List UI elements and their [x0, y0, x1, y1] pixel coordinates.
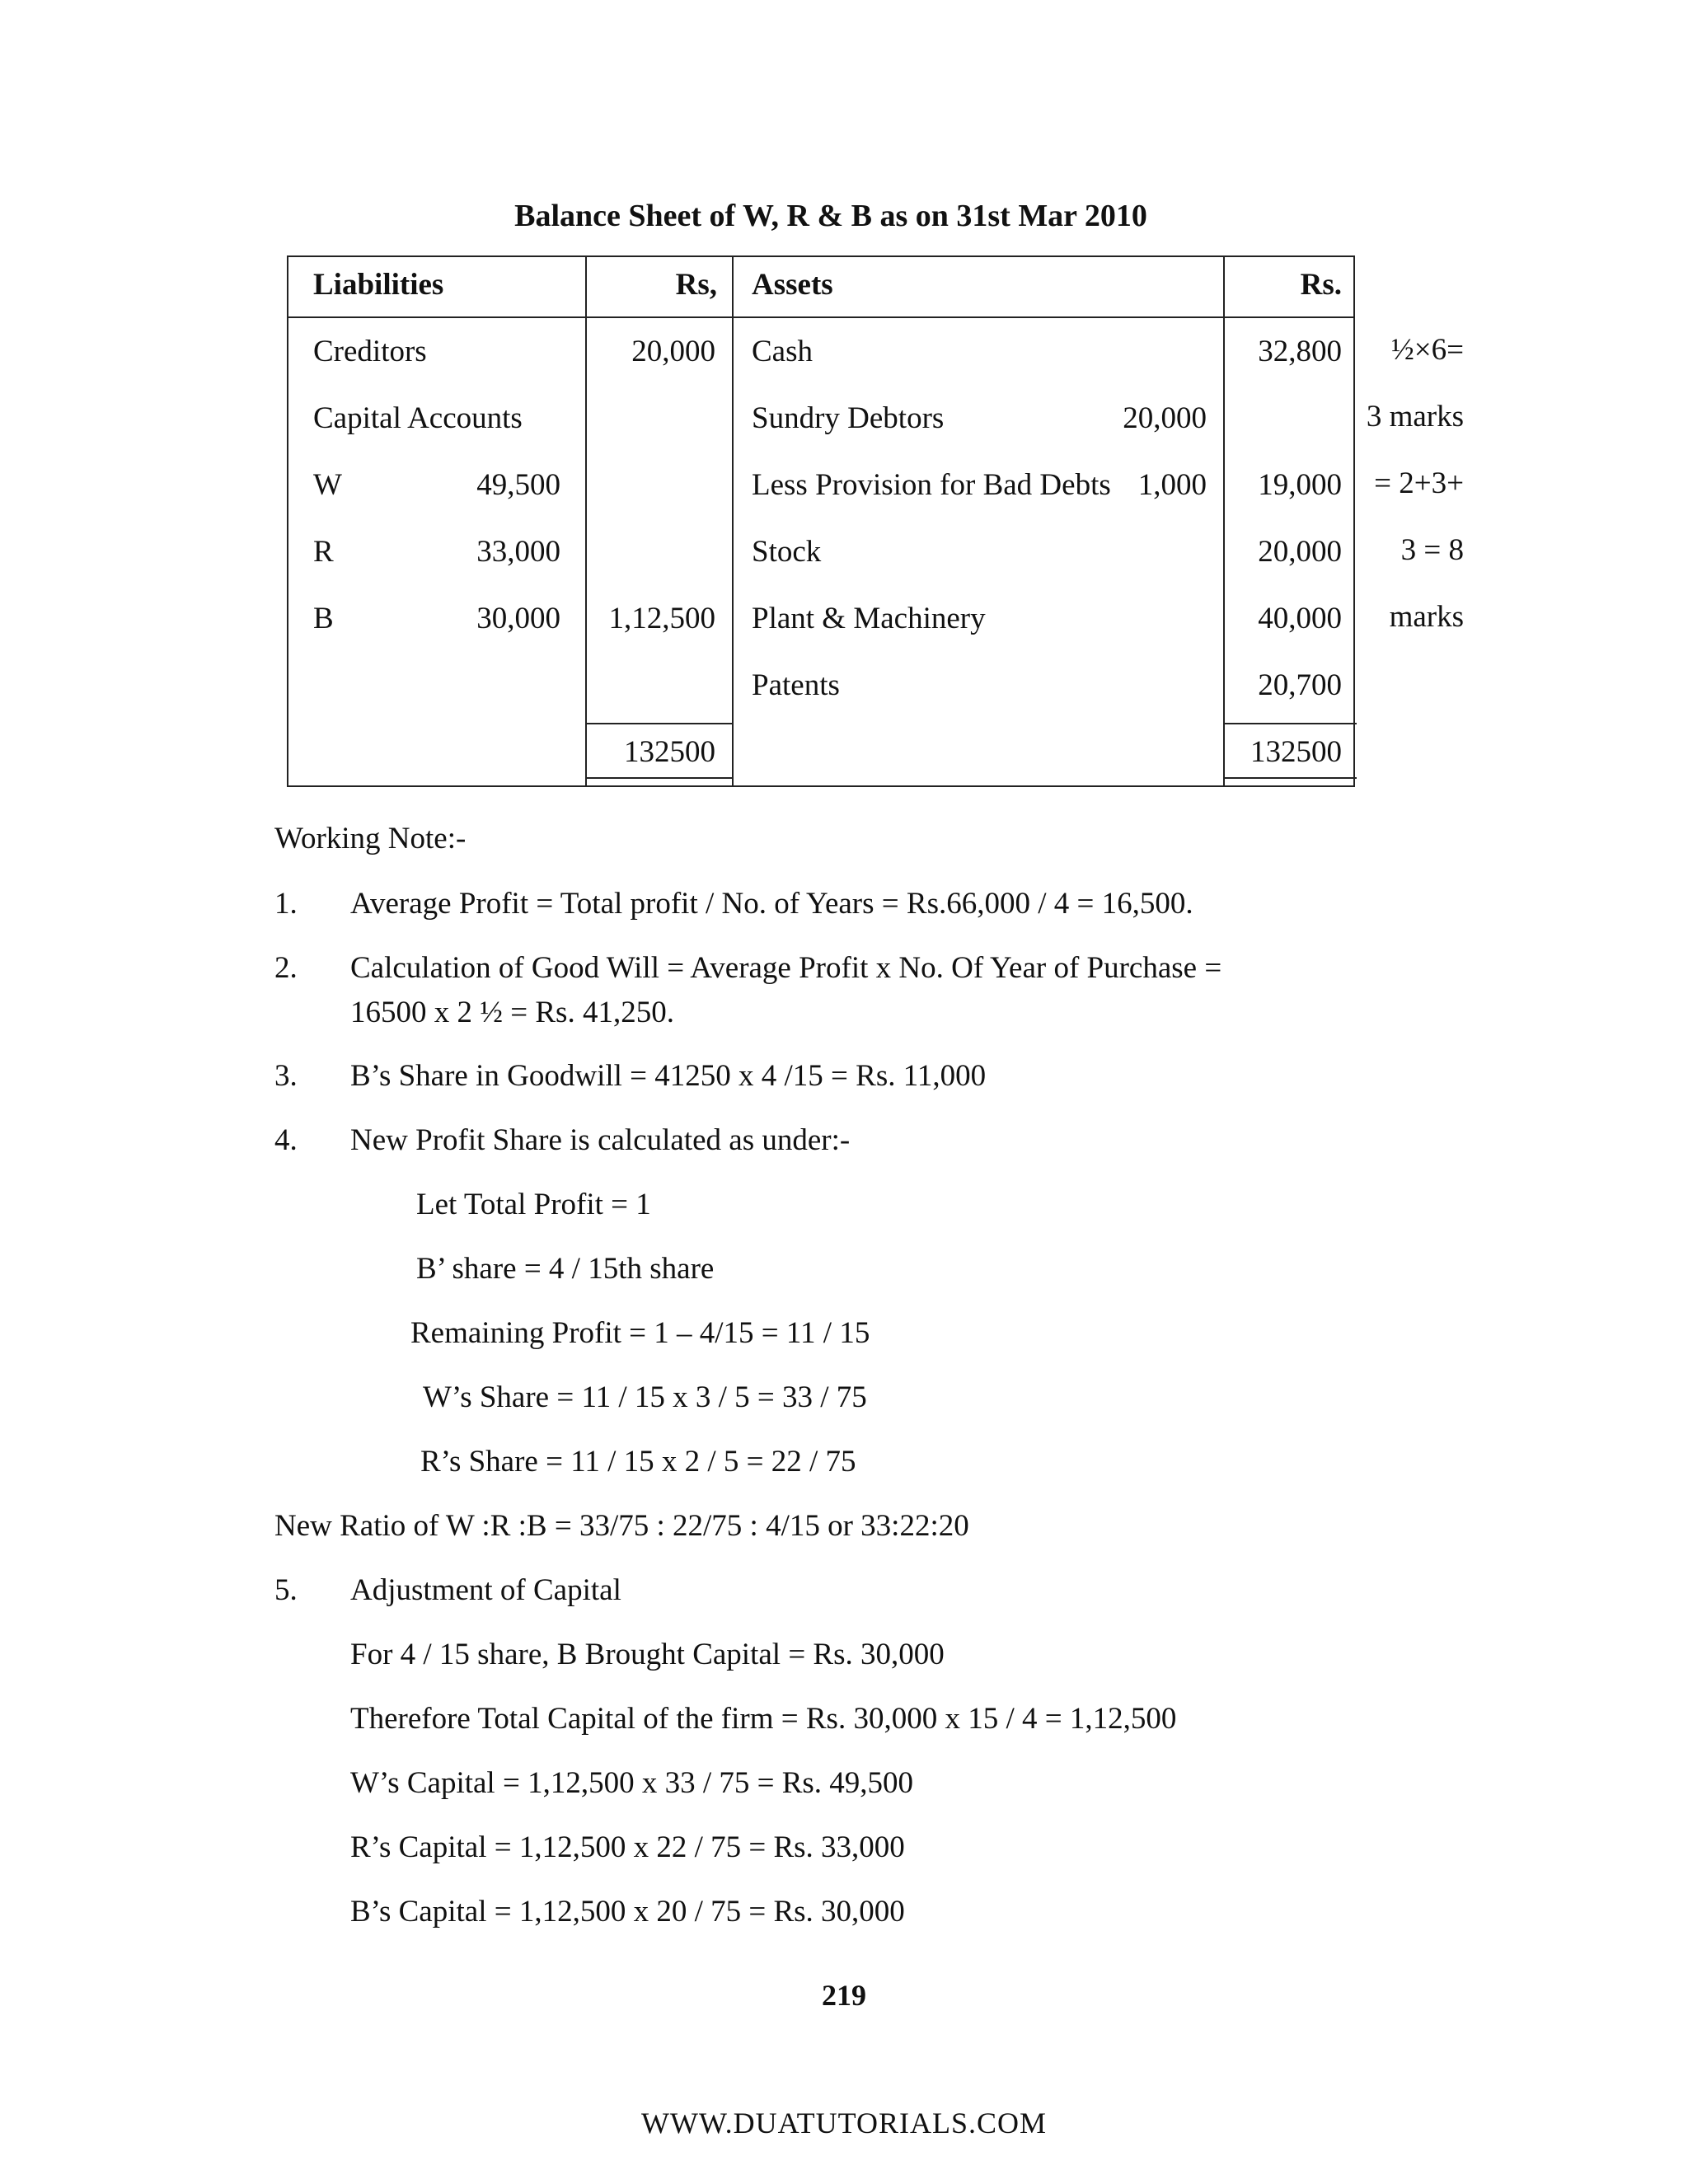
asset-label: Plant & Machinery — [752, 602, 986, 635]
note-text: Adjustment of Capital — [350, 1573, 621, 1607]
note-text: 16500 x 2 ½ = Rs. 41,250. — [350, 996, 674, 1029]
asset-label: Stock — [752, 535, 822, 569]
liability-sub-amount: 33,000 — [476, 535, 560, 569]
asset-amount: 20,700 — [1258, 668, 1342, 702]
header-divider — [288, 316, 1353, 318]
capital-line: Therefore Total Capital of the firm = Rs. 30,000 x 15 / 4 = 1,12,500 — [350, 1702, 1177, 1736]
total-double-line — [1223, 777, 1357, 779]
liabilities-total: 132500 — [624, 735, 715, 769]
asset-label: Cash — [752, 335, 813, 368]
header-assets: Assets — [752, 268, 833, 302]
marks-note: 3 marks — [1366, 400, 1464, 434]
header-liabilities-rs: Rs, — [675, 268, 717, 302]
profit-calc-line: R’s Share = 11 / 15 x 2 / 5 = 22 / 75 — [420, 1445, 856, 1479]
total-line — [585, 723, 732, 724]
liability-sub-amount: 49,500 — [476, 468, 560, 502]
profit-calc-line: Remaining Profit = 1 – 4/15 = 11 / 15 — [410, 1316, 870, 1350]
profit-calc-line: Let Total Profit = 1 — [416, 1188, 651, 1221]
note-number: 2. — [274, 951, 298, 985]
liability-label: R — [313, 535, 334, 569]
working-note-heading: Working Note:- — [274, 822, 467, 855]
capital-line: R’s Capital = 1,12,500 x 22 / 75 = Rs. 33,000 — [350, 1830, 905, 1864]
balance-sheet-table — [287, 255, 1355, 787]
column-divider — [732, 257, 734, 785]
asset-amount: 19,000 — [1258, 468, 1342, 502]
note-text: Calculation of Good Will = Average Profit x No. Of Year of Purchase = — [350, 951, 1222, 985]
note-number: 1. — [274, 887, 298, 921]
capital-line: W’s Capital = 1,12,500 x 33 / 75 = Rs. 49,500 — [350, 1766, 914, 1800]
capital-line: B’s Capital = 1,12,500 x 20 / 75 = Rs. 30,000 — [350, 1895, 905, 1929]
liability-label: Creditors — [313, 335, 427, 368]
assets-total: 132500 — [1250, 735, 1342, 769]
asset-label: Patents — [752, 668, 840, 702]
note-text: Average Profit = Total profit / No. of Years = Rs.66,000 / 4 = 16,500. — [350, 887, 1193, 921]
liability-sub-amount: 30,000 — [476, 602, 560, 635]
balance-sheet-title: Balance Sheet of W, R & B as on 31st Mar 2010 — [514, 199, 1147, 233]
marks-note: = 2+3+ — [1374, 466, 1464, 500]
asset-amount: 20,000 — [1258, 535, 1342, 569]
header-assets-rs: Rs. — [1300, 268, 1342, 302]
profit-calc-line: B’ share = 4 / 15th share — [416, 1252, 715, 1286]
footer-website: WWW.DUATUTORIALS.COM — [641, 2107, 1047, 2139]
asset-amount: 32,800 — [1258, 335, 1342, 368]
note-number: 5. — [274, 1573, 298, 1607]
new-ratio: New Ratio of W :R :B = 33/75 : 22/75 : 4/15 or 33:22:20 — [274, 1509, 969, 1543]
asset-label: Less Provision for Bad Debts — [752, 468, 1111, 502]
marks-note: marks — [1389, 600, 1464, 634]
liability-amount: 20,000 — [631, 335, 715, 368]
note-text: New Profit Share is calculated as under:- — [350, 1123, 851, 1157]
asset-sub-amount: 20,000 — [1123, 401, 1207, 435]
capital-line: For 4 / 15 share, B Brought Capital = Rs. 30,000 — [350, 1638, 945, 1671]
total-line — [1223, 723, 1357, 724]
liability-amount: 1,12,500 — [608, 602, 715, 635]
note-number: 4. — [274, 1123, 298, 1157]
asset-sub-amount: 1,000 — [1137, 468, 1207, 502]
liability-label: W — [313, 468, 342, 502]
liability-label: Capital Accounts — [313, 401, 523, 435]
liability-label: B — [313, 602, 334, 635]
profit-calc-line: W’s Share = 11 / 15 x 3 / 5 = 33 / 75 — [423, 1380, 867, 1414]
note-number: 3. — [274, 1059, 298, 1093]
marks-note: ½×6= — [1391, 333, 1464, 367]
marks-note: 3 = 8 — [1400, 533, 1464, 567]
asset-amount: 40,000 — [1258, 602, 1342, 635]
page-number: 219 — [822, 1979, 866, 2012]
header-liabilities: Liabilities — [313, 268, 444, 302]
note-text: B’s Share in Goodwill = 41250 x 4 /15 = Rs. 11,000 — [350, 1059, 987, 1093]
total-double-line — [585, 777, 732, 779]
asset-label: Sundry Debtors — [752, 401, 945, 435]
